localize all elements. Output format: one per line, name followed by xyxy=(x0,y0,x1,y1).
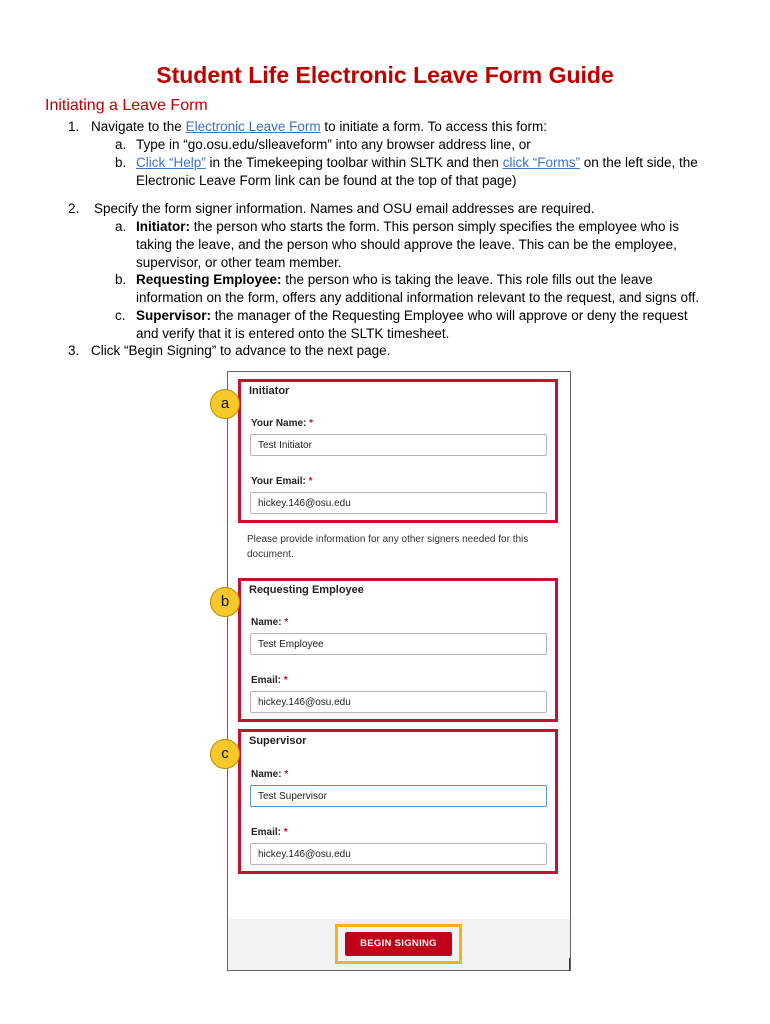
callout-c: c xyxy=(210,739,240,769)
initiator-email-field[interactable]: hickey.146@osu.edu xyxy=(250,492,547,514)
step-2a-marker: a. xyxy=(115,219,127,234)
step-2b-line2: information on the form, offers any additional information relevant to the request, and signs off. xyxy=(136,290,700,305)
callout-a: a xyxy=(210,389,240,419)
electronic-leave-form-link[interactable]: Electronic Leave Form xyxy=(185,119,321,134)
step-1a-marker: a. xyxy=(115,137,127,152)
form-screenshot xyxy=(227,371,571,971)
callout-b: b xyxy=(210,587,240,617)
step-2a-line2: taking the leave, and the person who should approve the leave. This can be the employee, xyxy=(136,237,677,252)
step-1-text: Navigate to the Electronic Leave Form to initiate a form. To access this form: xyxy=(91,119,547,134)
section-heading: Initiating a Leave Form xyxy=(45,97,208,114)
click-forms-link[interactable]: click “Forms” xyxy=(502,155,580,170)
step-2a-line1: Initiator: the person who starts the form. This person simply specifies the employee who is xyxy=(136,219,679,234)
step-1b-text: Click “Help” in the Timekeeping toolbar within SLTK and then click “Forms” on the left side, the xyxy=(136,155,698,170)
initiator-name-field[interactable]: Test Initiator xyxy=(250,434,547,456)
supervisor-name-field[interactable]: Test Supervisor xyxy=(250,785,547,807)
step-2b-line1: Requesting Employee: the person who is taking the leave. This role fills out the leave xyxy=(136,272,653,287)
step-1-number: 1. xyxy=(68,119,80,134)
initiator-title: Initiator xyxy=(249,385,290,397)
step-1b-marker: b. xyxy=(115,155,127,170)
supervisor-name-label: Name: * xyxy=(251,769,289,780)
step-2c-line2: and verify that it is entered onto the SLTK timesheet. xyxy=(136,326,450,341)
begin-signing-highlight xyxy=(335,924,462,964)
step-2a-line3: supervisor, or other team member. xyxy=(136,255,342,270)
step-3-text: Click “Begin Signing” to advance to the next page. xyxy=(91,343,391,358)
employee-email-label: Email: * xyxy=(251,675,288,686)
employee-email-field[interactable]: hickey.146@osu.edu xyxy=(250,691,547,713)
step-2-text: Specify the form signer information. Names and OSU email addresses are required. xyxy=(94,201,595,216)
supervisor-title: Supervisor xyxy=(249,735,307,747)
step-2b-marker: b. xyxy=(115,272,127,287)
supervisor-email-label: Email: * xyxy=(251,827,288,838)
text-cursor-mark xyxy=(569,958,570,971)
step-2-number: 2. xyxy=(68,201,80,216)
page-title: Student Life Electronic Leave Form Guide xyxy=(156,62,614,88)
employee-title: Requesting Employee xyxy=(249,584,364,596)
begin-signing-button[interactable]: BEGIN SIGNING xyxy=(345,932,452,956)
initiator-email-label: Your Email: * xyxy=(251,476,313,487)
initiator-section xyxy=(238,379,558,523)
initiator-name-label: Your Name: * xyxy=(251,418,314,429)
employee-name-field[interactable]: Test Employee xyxy=(250,633,547,655)
click-help-link[interactable]: Click “Help” xyxy=(136,155,206,170)
requesting-employee-section xyxy=(238,578,558,722)
step-3-number: 3. xyxy=(68,343,80,358)
supervisor-email-field[interactable]: hickey.146@osu.edu xyxy=(250,843,547,865)
signers-note: Please provide information for any other signers needed for this document. xyxy=(247,534,529,560)
step-1a-text: Type in “go.osu.edu/slleaveform” into any browser address line, or xyxy=(136,137,531,152)
step-2c-marker: c. xyxy=(115,308,126,323)
supervisor-section xyxy=(238,729,558,874)
step-1b-text-line2: Electronic Leave Form link can be found at the top of that page) xyxy=(136,173,517,188)
step-2c-line1: Supervisor: the manager of the Requesting Employee who will approve or deny the request xyxy=(136,308,688,323)
employee-name-label: Name: * xyxy=(251,617,289,628)
